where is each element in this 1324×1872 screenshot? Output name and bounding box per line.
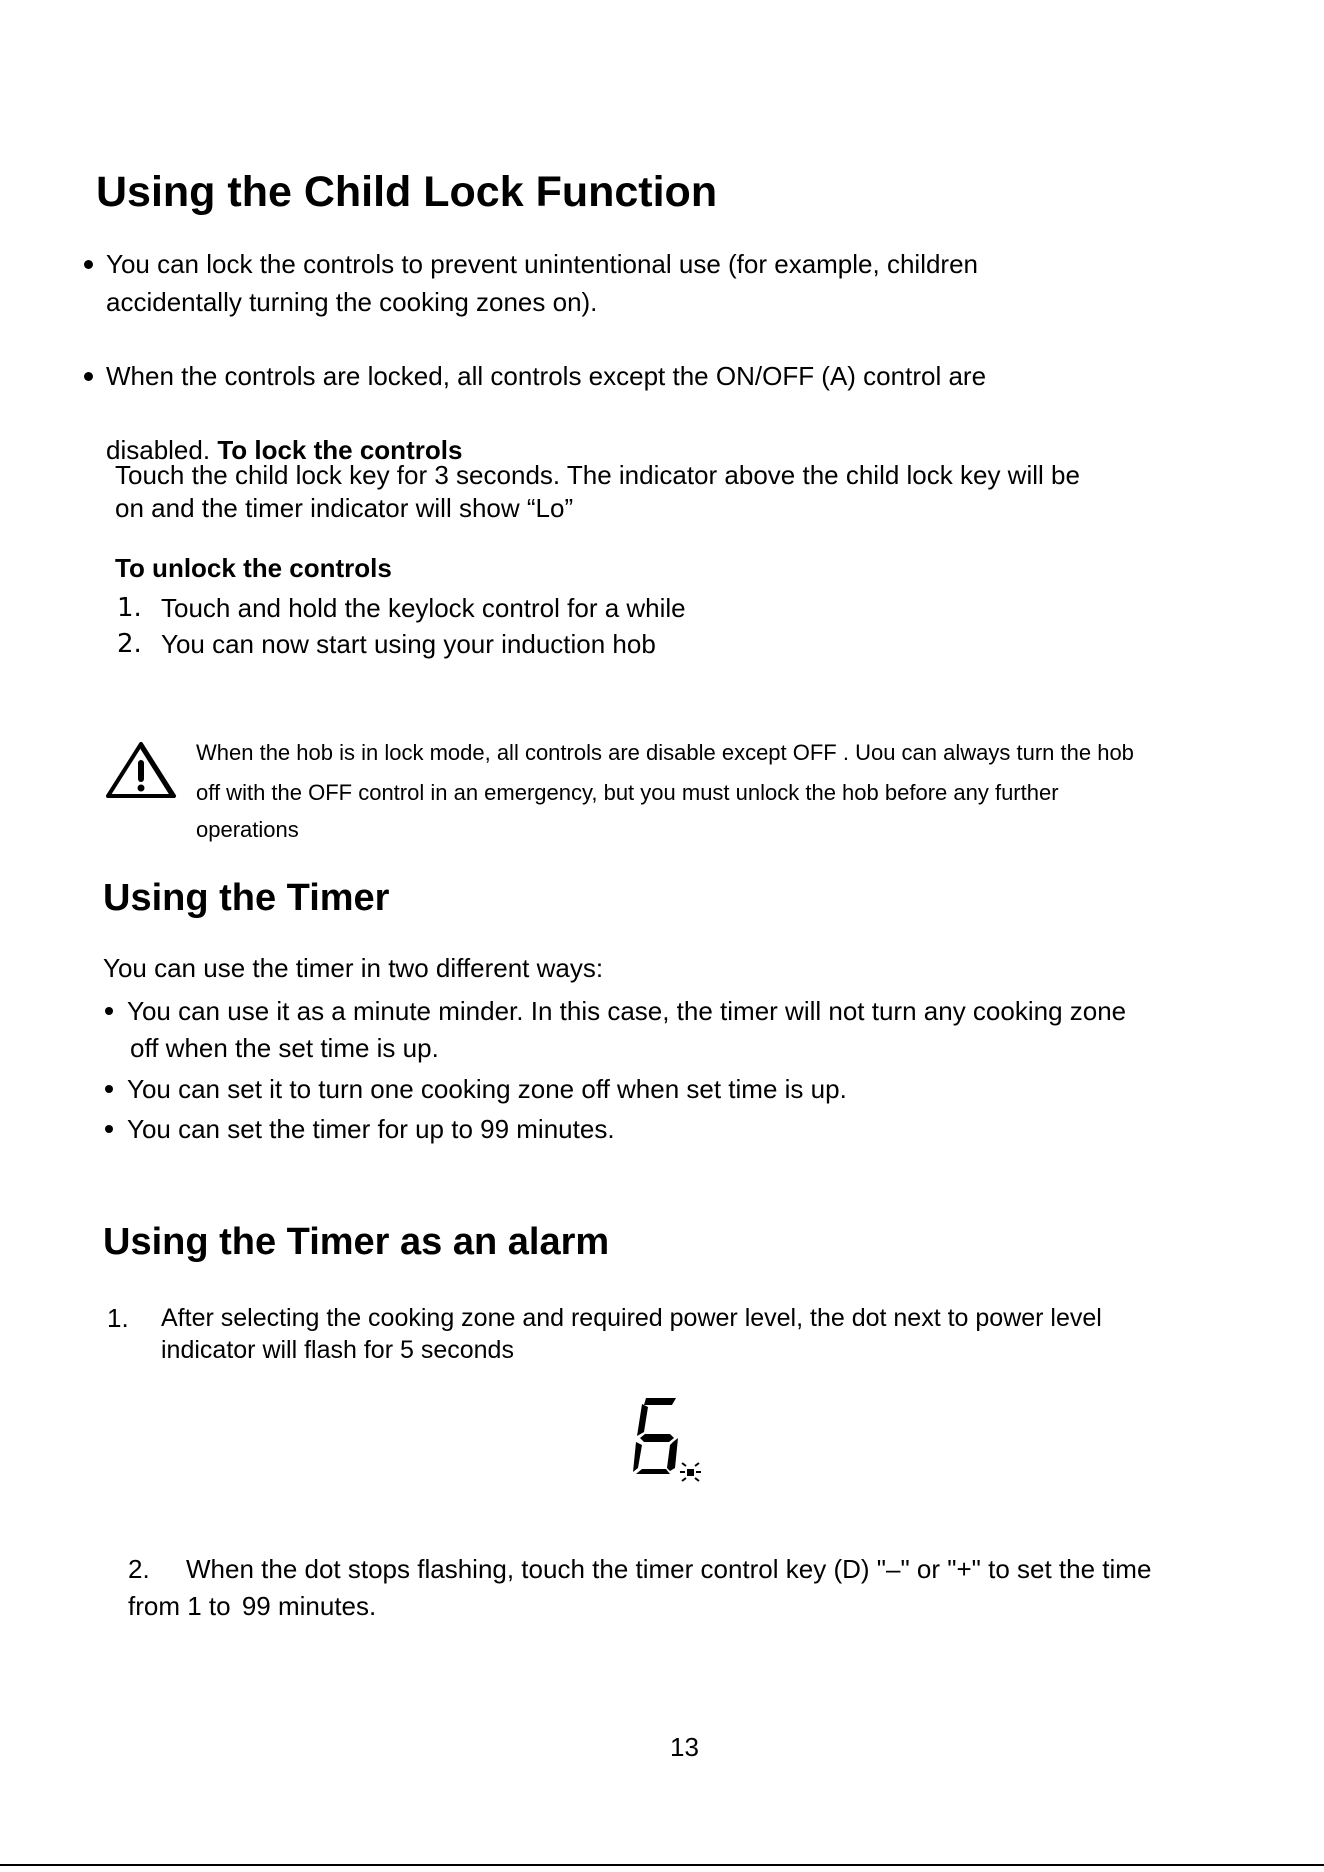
warning-text: When the hob is in lock mode, all controls are disable except OFF . Uou can always turn the hob xyxy=(196,740,1134,765)
step-text-continued xyxy=(128,1588,376,1625)
unlock-heading: To unlock the controls xyxy=(115,553,392,583)
bullet-dot xyxy=(84,372,93,381)
bullet-dot xyxy=(84,260,93,269)
page-number: 13 xyxy=(670,1732,699,1762)
section-title-timer-alarm: Using the Timer as an alarm xyxy=(103,1221,610,1263)
bullet-text: You can set the timer for up to 99 minutes. xyxy=(127,1114,615,1144)
step-number: 2. xyxy=(128,1554,150,1584)
warning-text-continued: off with the OFF control in an emergency, but you must unlock the hob before any further xyxy=(196,780,1059,805)
lock-instruction: Touch the child lock key for 3 seconds. The indicator above the child lock key will be xyxy=(115,460,1080,490)
bullet-text-continued: off when the set time is up. xyxy=(130,1033,439,1063)
bullet-text-continued: disabled. xyxy=(106,435,218,465)
step-text: You can now start using your induction hob xyxy=(161,629,656,659)
bullet-text: You can lock the controls to prevent unintentional use (for example, children xyxy=(106,249,979,279)
bullet-dot xyxy=(105,1007,113,1015)
bullet-dot xyxy=(105,1085,113,1093)
warning-text-continued: operations xyxy=(196,817,299,842)
warning-triangle-icon xyxy=(104,740,178,802)
step-number: 2. xyxy=(117,629,142,659)
step-number: 1. xyxy=(107,1303,129,1333)
step-text: After selecting the cooking zone and required power level, the dot next to power level xyxy=(161,1304,1102,1332)
section-title-timer: Using the Timer xyxy=(103,877,390,919)
step-text: When the dot stops flashing, touch the timer control key (D) "–" or "+" to set the time xyxy=(186,1554,1152,1584)
bullet-dot xyxy=(105,1125,113,1133)
timer-intro: You can use the timer in two different ways: xyxy=(103,953,604,983)
bullet-text: You can set it to turn one cooking zone off when set time is up. xyxy=(127,1074,847,1104)
lock-heading: To lock the controls xyxy=(217,435,463,465)
bullet-text: When the controls are locked, all controls except the ON/OFF (A) control are xyxy=(106,361,987,391)
step-text-continued: indicator will flash for 5 seconds xyxy=(161,1336,514,1364)
section-title-child-lock: Using the Child Lock Function xyxy=(96,168,718,216)
power-level-display xyxy=(632,1392,716,1484)
step-number: 1. xyxy=(117,593,142,623)
page-bottom-rule xyxy=(0,1864,1324,1866)
bullet-text: You can use it as a minute minder. In this case, the timer will not turn any cooking zone xyxy=(127,996,1127,1026)
step-text-part: 99 minutes. xyxy=(241,1591,377,1621)
step-text-part: from 1 to xyxy=(128,1591,231,1621)
lock-instruction-continued: on and the timer indicator will show “Lo” xyxy=(115,493,574,523)
step-text: Touch and hold the keylock control for a while xyxy=(161,593,686,623)
bullet-text-continued: accidentally turning the cooking zones on). xyxy=(106,287,598,317)
